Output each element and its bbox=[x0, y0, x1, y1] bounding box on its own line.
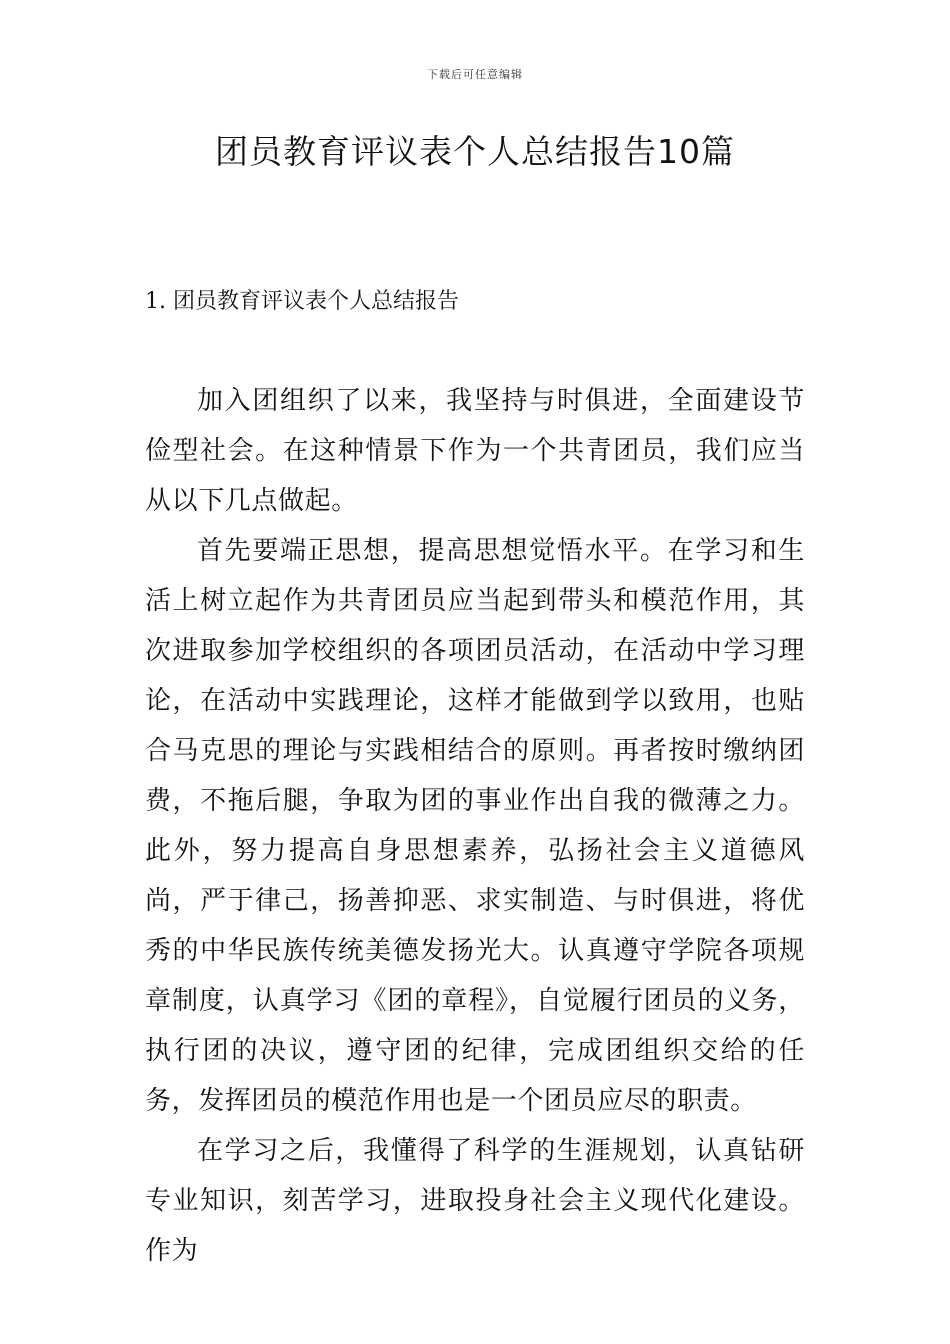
paragraph: 加入团组织了以来，我坚持与时俱进，全面建设节俭型社会。在这种情景下作为一个共青团员，我们应当从以下几点做起。 bbox=[145, 386, 805, 516]
body-text bbox=[145, 376, 805, 1276]
header-note: 下载后可任意编辑 bbox=[427, 68, 523, 81]
paragraph: 首先要端正思想，提高思想觉悟水平。在学习和生活上树立起作为共青团员应当起到带头和模范作用，其次进取参加学校组织的各项团员活动，在活动中学习理论，在活动中实践理论，这样才能做到学以致用，也贴合马克思的理论与实践相结合的原则。再者按时缴纳团费，不拖后腿，争取为团的事业作出自我的微薄之力。此外，努力提高自身思想素养，弘扬社会主义道德风尚，严于律己，扬善抑恶、求实制造、与时俱进，将优秀的中华民族传统美德发扬光大。认真遵守学院各项规章制度，认真学习《团的章程》，自觉履行团员的义务，执行团的决议，遵守团的纪律，完成团组织交给的任务，发挥团员的模范作用也是一个团员应尽的职责。 bbox=[145, 536, 805, 1116]
document-title: 团员教育评议表个人总结报告10篇 bbox=[215, 132, 735, 171]
section-heading: 1. 团员教育评议表个人总结报告 bbox=[145, 289, 459, 314]
paragraph: 在学习之后，我懂得了科学的生涯规划，认真钻研专业知识，刻苦学习，进取投身社会主义现代化建设。作为 bbox=[145, 1136, 805, 1266]
